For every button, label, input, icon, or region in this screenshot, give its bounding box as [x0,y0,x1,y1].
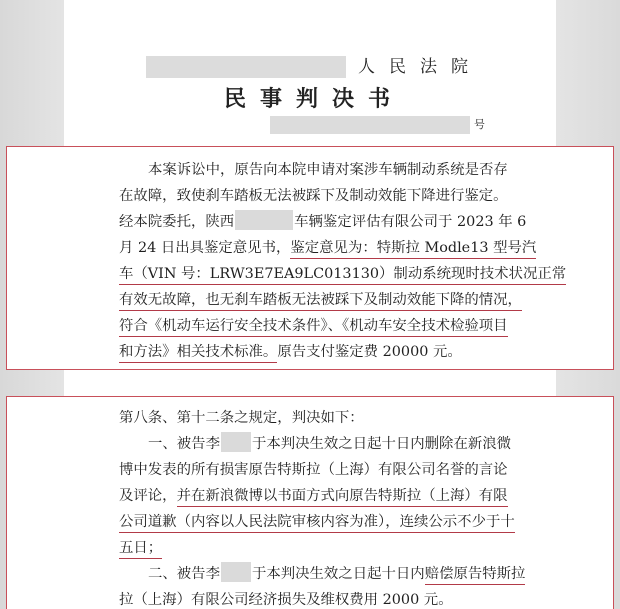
redacted-court-prefix [146,56,346,78]
text-line: 在故障，致使刹车踏板无法被踩下及制动效能下降进行鉴定。 [119,188,508,204]
text-line: 一、被告李 于本判决生效之日起十日内删除在新浪微 [119,431,519,457]
text-line: 及评论，并在新浪微博以书面方式向原告特斯拉（上海）有限 [119,488,508,504]
underlined-text: 符合《机动车运行安全技术条件》、《机动车安全技术检验项目 [119,318,508,334]
redacted-defendant-name [221,562,251,582]
redacted-case-number [270,116,470,134]
underlined-text: 和方法》相关技术标准。 [119,344,278,360]
text-line: 第八条、第十二条之规定，判决如下： [119,410,364,426]
text-line: 二、被告李 于本判决生效之日起十日内赔偿原告特斯拉 [119,561,519,587]
underlined-text: 公司道歉（内容以人民法院审核内容为准），连续公示不少于十 [119,514,515,530]
document-page-header [64,0,556,160]
excerpt-appraisal [6,146,614,370]
excerpt-judgment [6,396,614,609]
court-name: 人民法院 [358,57,482,77]
redacted-company-name [235,210,293,230]
text-line: 本案诉讼中，原告向本院申请对案涉车辆制动系统是否存 [148,162,508,178]
document-page-gap [64,368,556,398]
redacted-defendant-name [221,432,251,452]
text-line [119,509,519,535]
case-number [270,116,500,136]
text-line: 月 24 日出具鉴定意见书，鉴定意见为：特斯拉 Modle13 型号汽 [119,240,537,256]
court-header [146,56,506,80]
text-line [119,313,519,339]
text-line: 经本院委托，陕西 车辆鉴定评估有限公司于 2023 年 6 [119,209,519,235]
text-line [119,261,567,287]
underlined-text: 五日； [119,540,163,556]
underlined-text: 车（VIN 号：LRW3E7EA9LC013130）制动系统现时技术状况正常 [119,266,567,282]
underlined-text: 有效无故障，也无刹车踏板无法被踩下及制动效能下降的情况， [119,292,522,308]
text-line: 和方法》相关技术标准。原告支付鉴定费 20000 元。 [119,344,462,360]
document-title: 民事判决书 [223,86,404,112]
underlined-text: 赔偿原告特斯拉 [424,566,526,582]
underlined-text: 拉（上海）有限公司经济损失及维权费用 2000 元。 [119,592,453,608]
text-line [119,287,522,313]
text-line [119,535,519,561]
excerpt-judgment-text [119,405,526,609]
case-number-suffix: 号 [474,118,485,131]
excerpt-appraisal-text [119,157,567,365]
text-line: 博中发表的所有损害原告特斯拉（上海）有限公司名誉的言论 [119,462,508,478]
underlined-text: 并在新浪微博以书面方式向原告特斯拉（上海）有限 [176,488,508,504]
underlined-text: 鉴定意见为：特斯拉 Modle13 型号汽 [290,240,537,256]
text-line [119,587,519,609]
